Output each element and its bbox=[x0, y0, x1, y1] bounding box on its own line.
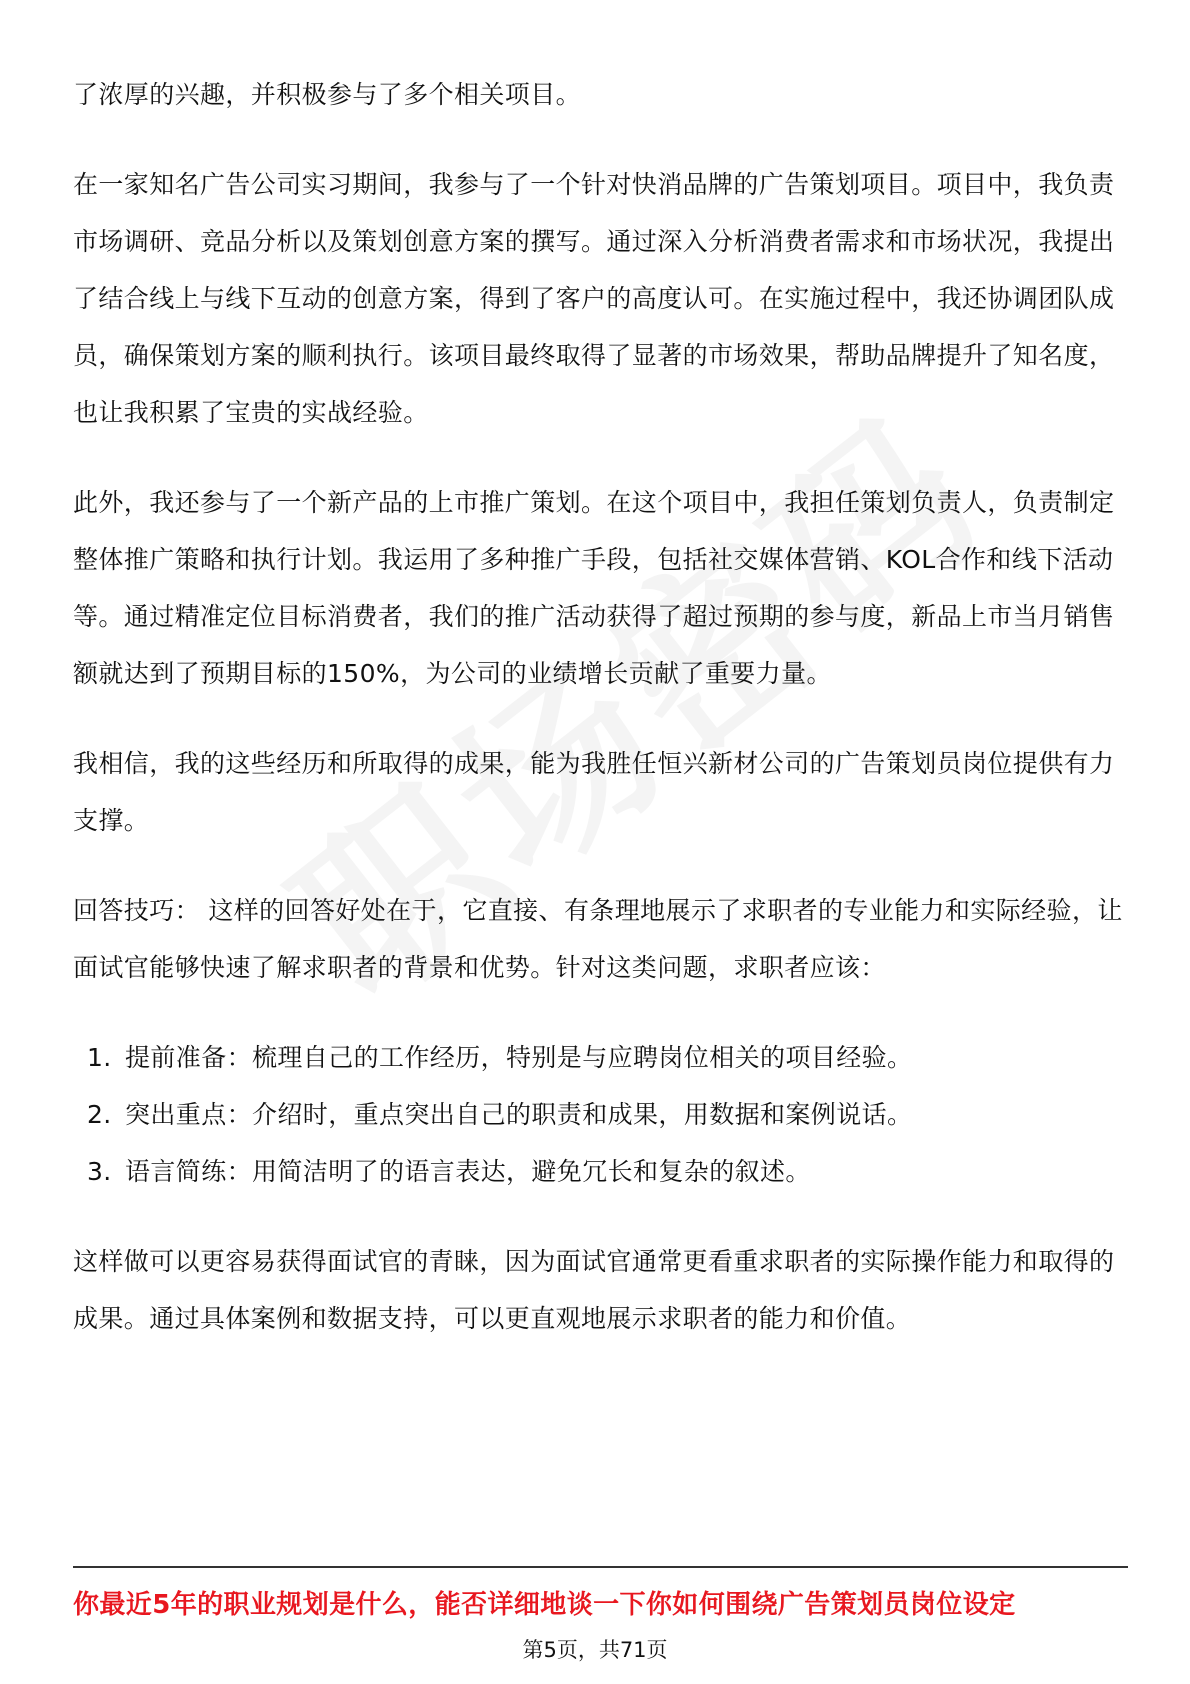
list-item bbox=[73, 1143, 1128, 1200]
list-item bbox=[73, 1086, 1128, 1143]
page-number: 第5页，共71页 bbox=[522, 1638, 668, 1662]
list-item-number: 1. bbox=[87, 1043, 112, 1072]
next-question-heading: 你最近5年的职业规划是什么，能否详细地谈一下你如何围绕广告策划员岗位设定 bbox=[73, 1590, 1016, 1620]
list-item-number: 2. bbox=[87, 1100, 112, 1129]
list-item bbox=[73, 1029, 1128, 1086]
list-item-number: 3. bbox=[87, 1157, 112, 1186]
paragraph-intro-tail: 了浓厚的兴趣，并积极参与了多个相关项目。 bbox=[73, 80, 582, 109]
paragraph-product-launch: 此外，我还参与了一个新产品的上市推广策划。在这个项目中，我担任策划负责人，负责制定整体推广策略和执行计划。我运用了多种推广手段，包括社交媒体营销、KOL合作和线下活动等。通过精准定位目标消费者，我们的推广活动获得了超过预期的参与度，新品上市当月销售额就达到了预期目标的150%，为公司的业绩增长贡献了重要力量。 bbox=[73, 488, 1115, 688]
list-item-text: 语言简练：用简洁明了的语言表达，避免冗长和复杂的叙述。 bbox=[125, 1157, 811, 1186]
list-item-text: 提前准备：梳理自己的工作经历，特别是与应聘岗位相关的项目经验。 bbox=[125, 1043, 913, 1072]
paragraph-answer-tips: 回答技巧： 这样的回答好处在于，它直接、有条理地展示了求职者的专业能力和实际经验，让面试官能够快速了解求职者的背景和优势。针对这类问题，求职者应该： bbox=[73, 896, 1123, 982]
paragraph-conclusion: 我相信，我的这些经历和所取得的成果，能为我胜任恒兴新材公司的广告策划员岗位提供有力支撑。 bbox=[73, 749, 1115, 835]
tips-list bbox=[73, 1029, 1128, 1200]
paragraph-closing: 这样做可以更容易获得面试官的青睐，因为面试官通常更看重求职者的实际操作能力和取得的成果。通过具体案例和数据支持，可以更直观地展示求职者的能力和价值。 bbox=[73, 1247, 1115, 1333]
document-body bbox=[73, 66, 1128, 1380]
list-item-text: 突出重点：介绍时，重点突出自己的职责和成果，用数据和案例说话。 bbox=[125, 1100, 913, 1129]
paragraph-internship-project: 在一家知名广告公司实习期间，我参与了一个针对快消品牌的广告策划项目。项目中，我负责市场调研、竞品分析以及策划创意方案的撰写。通过深入分析消费者需求和市场状况，我提出了结合线上与线下互动的创意方案，得到了客户的高度认可。在实施过程中，我还协调团队成员，确保策划方案的顺利执行。该项目最终取得了显著的市场效果，帮助品牌提升了知名度，也让我积累了宝贵的实战经验。 bbox=[73, 170, 1115, 427]
divider bbox=[73, 1566, 1128, 1568]
